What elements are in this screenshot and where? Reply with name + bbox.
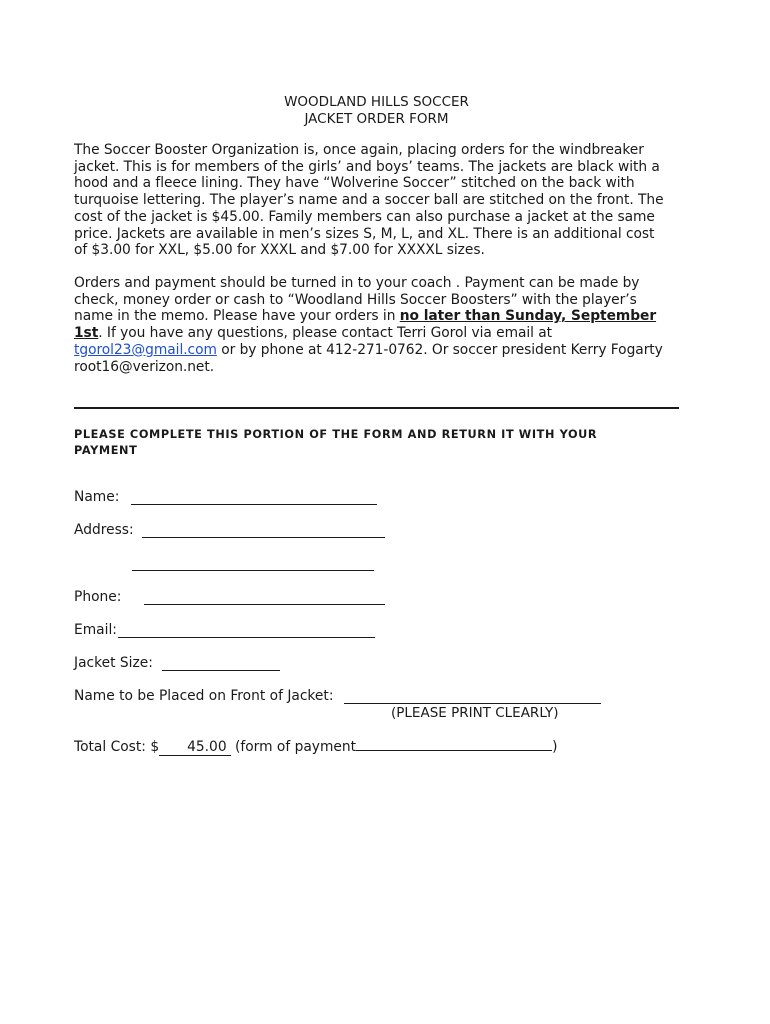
address-input-line[interactable]: [142, 537, 385, 538]
intro-line: of $3.00 for XXL, $5.00 for XXXL and $7.00 for XXXXL sizes.: [74, 242, 485, 259]
orders-line: root16@verizon.net.: [74, 358, 215, 375]
payment-form-input-line[interactable]: [356, 737, 552, 751]
payment-form-label: (form of payment: [230, 739, 357, 755]
deadline-text: no later than Sunday, September: [399, 308, 657, 325]
front-name-input-line[interactable]: [344, 703, 601, 704]
email-link[interactable]: tgorol23@gmail.com: [74, 341, 217, 358]
orders-paragraph: [74, 275, 694, 375]
orders-line: Orders and payment should be turned in to your coach . Payment can be made by: [74, 275, 640, 291]
intro-line: jacket. This is for members of the girls’ and boys’ teams. The jackets are black with a: [74, 158, 660, 175]
deadline-date-suffix: 1st: [74, 325, 99, 342]
heading-line: PLEASE COMPLETE THIS PORTION OF THE FORM AND RETURN IT WITH YOUR: [74, 428, 598, 441]
total-cost-value[interactable]: 45.00: [159, 740, 231, 756]
orders-line: [74, 308, 694, 325]
orders-line: [74, 325, 694, 342]
org-title: WOODLAND HILLS SOCCER: [284, 94, 469, 110]
total-cost-label: Total Cost: $: [74, 739, 160, 755]
orders-line-text: . If you have any questions, please contact Terri Gorol via email at: [98, 325, 553, 342]
phone-label: Phone:: [74, 589, 122, 605]
section-divider: [74, 407, 679, 409]
address-label: Address:: [74, 522, 134, 538]
heading-line: PAYMENT: [74, 444, 138, 457]
orders-line: check, money order or cash to “Woodland Hills Soccer Boosters” with the player’s: [74, 291, 637, 308]
intro-line: price. Jackets are available in men’s sizes S, M, L, and XL. There is an additional cost: [74, 225, 655, 242]
jacket-size-label: Jacket Size:: [74, 655, 153, 671]
email-input-line[interactable]: [118, 637, 375, 638]
orders-line: [74, 342, 694, 359]
form-section-heading: [74, 427, 679, 459]
address-line-2-input-line[interactable]: [132, 570, 374, 571]
intro-paragraph: [74, 142, 694, 259]
name-label: Name:: [74, 489, 120, 505]
intro-line: hood and a fleece lining. They have “Wolverine Soccer” stitched on the back with: [74, 175, 635, 192]
form-title: JACKET ORDER FORM: [304, 111, 449, 127]
orders-line-text: name in the memo. Please have your orders in: [74, 308, 400, 325]
intro-line: cost of the jacket is $45.00. Family members can also purchase a jacket at the same: [74, 208, 655, 225]
payment-form-close: ): [552, 739, 558, 755]
intro-line: turquoise lettering. The player’s name and a soccer ball are stitched on the front. The: [74, 192, 664, 209]
phone-input-line[interactable]: [144, 604, 385, 605]
orders-line-text: or by phone at 412-271-0762. Or soccer president Kerry Fogarty: [216, 341, 663, 358]
intro-line: The Soccer Booster Organization is, once again, placing orders for the windbreaker: [74, 142, 644, 158]
jacket-size-input-line[interactable]: [162, 670, 280, 671]
front-name-label: Name to be Placed on Front of Jacket:: [74, 688, 334, 704]
total-cost-row: [74, 737, 557, 756]
print-clearly-note: (PLEASE PRINT CLEARLY): [391, 705, 559, 721]
name-input-line[interactable]: [131, 504, 377, 505]
email-label: Email:: [74, 622, 117, 638]
